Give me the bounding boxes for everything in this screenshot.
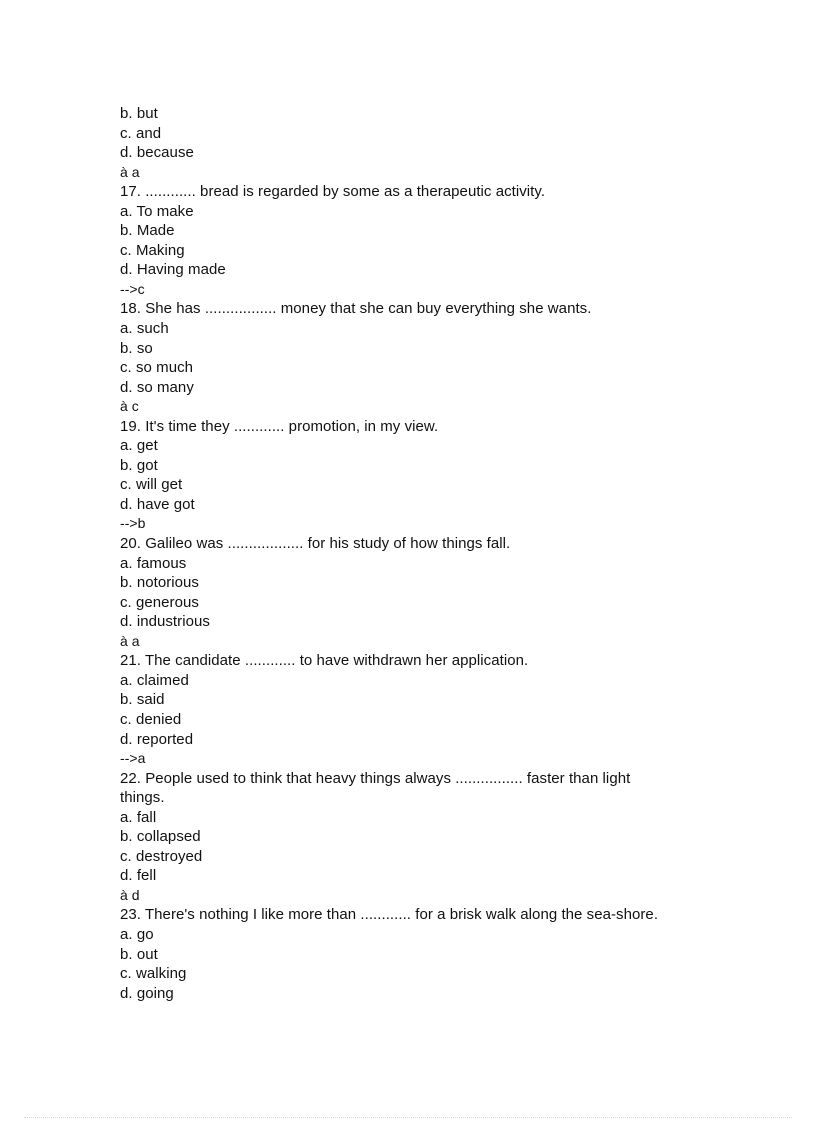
option-line: d. reported [120, 730, 194, 748]
answer-key-line: à d [120, 886, 140, 903]
option-line: d. going [120, 984, 174, 1002]
option-line: c. will get [120, 476, 183, 494]
option-line: b. notorious [120, 574, 199, 592]
page-bottom-divider [24, 1117, 792, 1118]
option-line: c. destroyed [120, 847, 203, 865]
option-line: c. and [120, 124, 162, 142]
option-line: a. claimed [120, 671, 189, 689]
option-line: c. so much [120, 359, 194, 377]
question-line: 22. People used to think that heavy things always ................ faster than light [120, 769, 631, 787]
option-line: b. but [120, 105, 158, 122]
question-line: 23. There's nothing I like more than ............ for a brisk walk along the sea-shore. [120, 906, 659, 924]
option-line: a. get [120, 437, 158, 455]
option-line: c. denied [120, 710, 182, 728]
question-line: 17. ............ bread is regarded by some as a therapeutic activity. [120, 183, 546, 201]
option-line: d. have got [120, 495, 195, 513]
quiz-text-block [120, 104, 720, 1003]
option-line: c. generous [120, 593, 199, 611]
answer-key-line: à a [120, 632, 140, 649]
option-line: c. Making [120, 241, 185, 259]
question-line: 19. It's time they ............ promotion, in my view. [120, 417, 439, 435]
option-line: b. collapsed [120, 828, 201, 846]
option-line: b. out [120, 945, 158, 963]
option-line: b. so [120, 339, 153, 357]
option-line: a. To make [120, 202, 194, 220]
option-line: a. famous [120, 554, 187, 572]
option-line: a. such [120, 320, 169, 338]
option-line: d. Having made [120, 261, 226, 279]
answer-key-line: -->b [120, 515, 146, 532]
question-line: things. [120, 789, 165, 807]
option-line: b. said [120, 691, 165, 709]
option-line: b. Made [120, 222, 175, 240]
option-line: d. because [120, 144, 194, 162]
answer-key-line: -->a [120, 750, 146, 767]
answer-key-line: -->c [120, 280, 145, 297]
answer-key-line: à c [120, 398, 139, 415]
option-line: b. got [120, 456, 158, 474]
option-line: a. fall [120, 808, 157, 826]
option-line: c. walking [120, 965, 187, 983]
question-line: 20. Galileo was .................. for his study of how things fall. [120, 535, 511, 553]
option-line: d. industrious [120, 613, 210, 631]
question-line: 21. The candidate ............ to have withdrawn her application. [120, 652, 529, 670]
option-line: d. so many [120, 378, 194, 396]
option-line: d. fell [120, 867, 157, 885]
question-line: 18. She has ................. money that she can buy everything she wants. [120, 300, 592, 318]
answer-key-line: à a [120, 163, 140, 180]
option-line: a. go [120, 925, 154, 943]
